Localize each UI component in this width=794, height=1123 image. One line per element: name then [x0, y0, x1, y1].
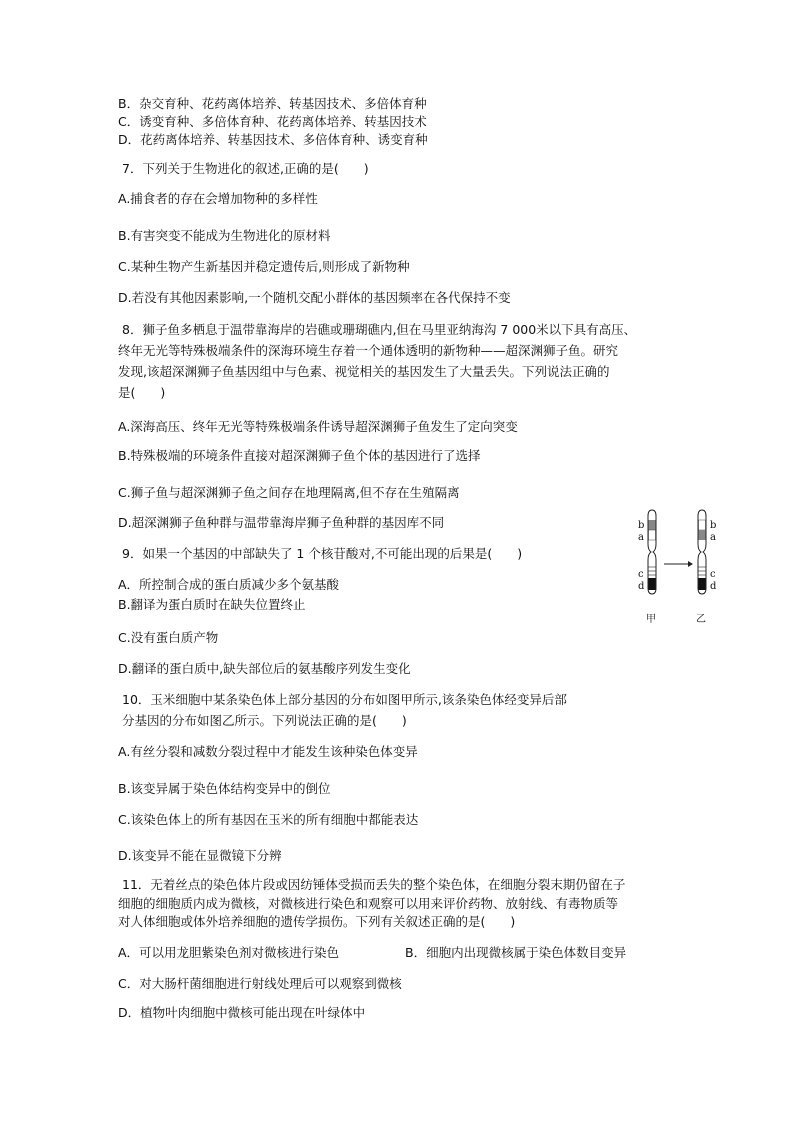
q7-option-c: C.某种生物产生新基因并稳定遗传后,则形成了新物种 [118, 259, 410, 274]
q7-option-d: D.若没有其他因素影响,一个随机交配小群体的基因频率在各代保持不变 [118, 290, 511, 305]
chromosome-jia [638, 510, 656, 594]
q10-option-c: C.该染色体上的所有基因在玉米的所有细胞中都能表达 [118, 812, 419, 827]
q9-option-c: C.没有蛋白质产物 [118, 630, 219, 645]
chromosome-figure [630, 508, 740, 628]
q7-stem: 7．下列关于生物进化的叙述,正确的是( ) [122, 161, 369, 176]
gene-label-c-right: c [710, 569, 716, 580]
q8-stem-line3: 发现,该超深渊狮子鱼基因组中与色素、视觉相关的基因发生了大量丢失。下列说法正确的 [118, 364, 610, 379]
q8-stem-line2: 终年无光等特殊极端条件的深海环境生存着一个通体透明的新物种——超深渊狮子鱼。研究 [118, 343, 619, 358]
gene-label-c-left: c [638, 569, 644, 580]
q10-option-d: D.该变异不能在显微镜下分辨 [118, 848, 282, 863]
q11-option-c: C．对大肠杆菌细胞进行射线处理后可以观察到微核 [118, 976, 402, 991]
q9-stem: 9．如果一个基因的中部缺失了 1 个核苷酸对,不可能出现的后果是( ) [122, 546, 523, 561]
band-d [649, 578, 656, 590]
q8-stem-line4: 是( ) [118, 385, 166, 400]
gene-label-b-right: b [710, 520, 717, 531]
chromosome-yi [698, 510, 717, 594]
q6-option-b: B．杂交育种、花药离体培养、转基因技术、多倍体育种 [118, 96, 427, 111]
q8-option-d: D.超深渊狮子鱼种群与温带靠海岸狮子鱼种群的基因库不同 [118, 515, 445, 530]
q8-option-b: B.特殊极端的环境条件直接对超深渊狮子鱼个体的基因进行了选择 [118, 448, 481, 463]
gene-label-a-left: a [638, 532, 644, 543]
q10-option-a: A.有丝分裂和减数分裂过程中才能发生该种染色体变异 [118, 744, 418, 759]
band-a [649, 530, 656, 540]
q11-option-b: B．细胞内出现微核属于染色体数目变异 [405, 945, 627, 960]
q7-option-b: B.有害突变不能成为生物进化的原材料 [118, 228, 331, 243]
q10-option-b: B.该变异属于染色体结构变异中的倒位 [118, 781, 331, 796]
band-d-yi [699, 578, 706, 590]
figure-label-yi: 乙 [696, 614, 706, 625]
q7-option-a: A.捕食者的存在会增加物种的多样性 [118, 191, 318, 206]
q9-option-a: A．所控制合成的蛋白质减少多个氨基酸 [118, 577, 340, 592]
q6-option-c: C．诱变育种、多倍体育种、花药离体培养、转基因技术 [118, 114, 427, 129]
gene-label-a-right: a [710, 532, 716, 543]
q11-option-d: D．植物叶肉细胞中微核可能出现在叶绿体中 [118, 1005, 366, 1020]
gene-label-d-right: d [710, 581, 717, 592]
q10-stem-line2: 分基因的分布如图乙所示。下列说法正确的是( ) [122, 713, 407, 728]
q9-option-b: B.翻译为蛋白质时在缺失位置终止 [118, 597, 306, 612]
q11-stem-line3: 对人体细胞或体外培养细胞的遗传学损伤。下列有关叙述正确的是( ) [118, 914, 516, 929]
figure-label-jia: 甲 [646, 614, 656, 625]
q6-option-d: D．花药离体培养、转基因技术、多倍体育种、诱变育种 [118, 132, 428, 147]
q8-option-a: A.深海高压、终年无光等特殊极端条件诱导超深渊狮子鱼发生了定向突变 [118, 419, 518, 434]
band-a-yi [699, 530, 706, 540]
gene-label-b-left: b [638, 520, 645, 531]
q8-option-c: C.狮子鱼与超深渊狮子鱼之间存在地理隔离,但不存在生殖隔离 [118, 485, 460, 500]
q11-stem-line1: 11．无着丝点的染色体片段或因纺锤体受损而丢失的整个染色体，在细胞分裂末期仍留在子 [122, 877, 626, 892]
q10-stem-line1: 10．玉米细胞中某条染色体上部分基因的分布如图甲所示,该条染色体经变异后部 [122, 692, 567, 707]
band-b [649, 520, 656, 530]
q9-option-d: D.翻译的蛋白质中,缺失部位后的氨基酸序列发生变化 [118, 661, 411, 676]
q11-option-a: A．可以用龙胆紫染色剂对微核进行染色 [118, 945, 340, 960]
arrow-icon [664, 561, 693, 567]
q11-stem-line2: 细胞的细胞质内成为微核，对微核进行染色和观察可以用来评价药物、放射线、有毒物质等 [118, 896, 619, 911]
band-b-yi [699, 520, 706, 530]
q8-stem-line1: 8．狮子鱼多栖息于温带靠海岸的岩礁或珊瑚礁内,但在马里亚纳海沟 7 000米以下具有高压、 [122, 322, 637, 337]
gene-label-d-left: d [638, 581, 645, 592]
